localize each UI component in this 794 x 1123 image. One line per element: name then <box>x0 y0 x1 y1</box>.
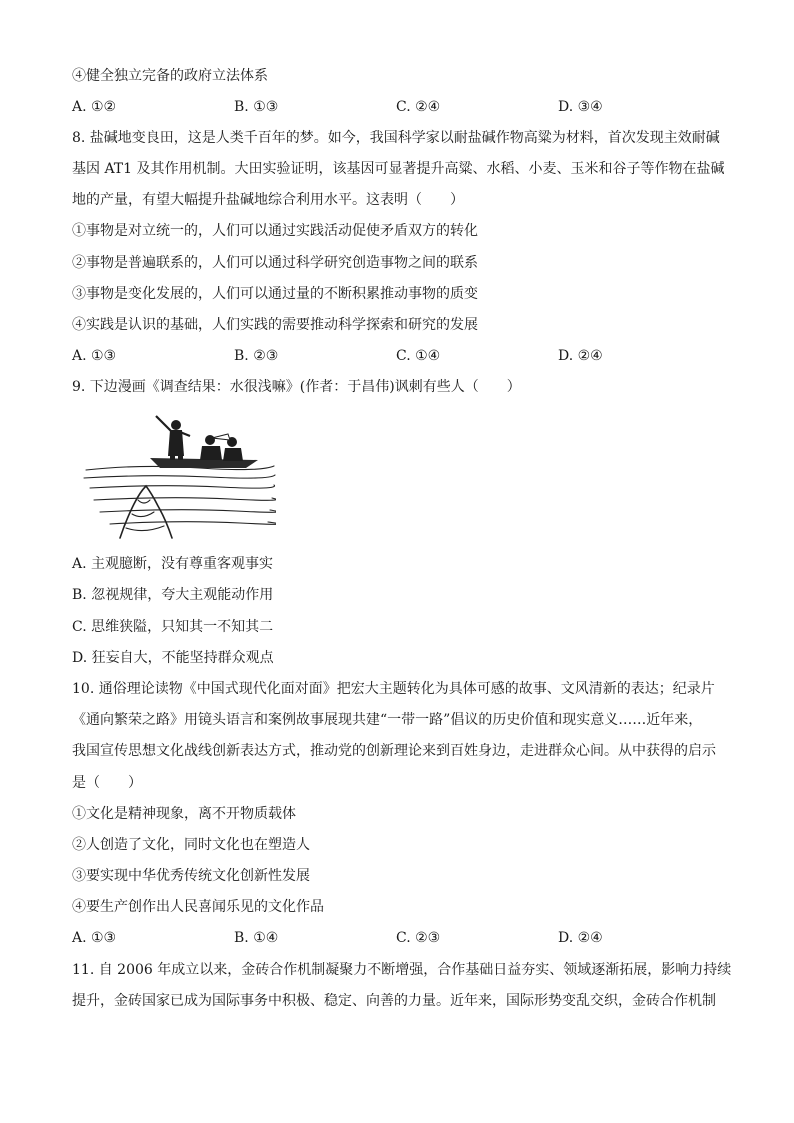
q8-stem-line-1: 8. 盐碱地变良田，这是人类千百年的梦。如今，我国科学家以耐盐碱作物高粱为材料，首次发现主效耐碱 <box>72 130 720 146</box>
q10-stem-line-3: 我国宣传思想文化战线创新表达方式，推动党的创新理论来到百姓身边，走进群众心间。从中获得的启示 <box>72 743 716 759</box>
q7-option-b[interactable]: B. ①③ <box>234 99 279 115</box>
q10-item-3: ③要实现中华优秀传统文化创新性发展 <box>72 868 310 884</box>
q9-option-b[interactable]: B. 忽视规律，夸大主观能动作用 <box>72 587 274 603</box>
q7-option-c[interactable]: C. ②④ <box>396 99 441 115</box>
q9-option-d[interactable]: D. 狂妄自大，不能坚持群众观点 <box>72 650 274 666</box>
q8-option-a[interactable]: A. ①③ <box>72 348 117 364</box>
q8-stem-line-2: 基因 AT1 及其作用机制。大田实验证明，该基因可显著提升高粱、水稻、小麦、玉米和谷子等作物在盐碱 <box>72 161 725 177</box>
q9-option-c[interactable]: C. 思维狭隘，只知其一不知其二 <box>72 619 274 635</box>
q11-stem-line-1: 11. 自 2006 年成立以来，金砖合作机制凝聚力不断增强，合作基础日益夯实、领域逐渐拓展，影响力持续 <box>72 962 732 978</box>
q8-option-d[interactable]: D. ②④ <box>558 348 603 364</box>
q10-option-a[interactable]: A. ①③ <box>72 930 117 946</box>
q8-option-b[interactable]: B. ②③ <box>234 348 279 364</box>
q10-option-d[interactable]: D. ②④ <box>558 930 603 946</box>
q9-stem: 9. 下边漫画《调查结果：水很浅嘛》(作者：于昌伟)讽刺有些人（ ） <box>72 379 521 395</box>
q10-options <box>72 928 732 948</box>
q10-stem-line-4: 是（ ） <box>72 775 142 791</box>
q8-options <box>72 346 732 366</box>
q8-option-c[interactable]: C. ①④ <box>396 348 441 364</box>
q10-option-c[interactable]: C. ②③ <box>396 930 441 946</box>
q10-item-4: ④要生产创作出人民喜闻乐见的文化作品 <box>72 899 324 915</box>
q8-item-4: ④实践是认识的基础，人们实践的需要推动科学探索和研究的发展 <box>72 317 478 333</box>
q7-options <box>72 97 732 117</box>
q7-option-d[interactable]: D. ③④ <box>558 99 603 115</box>
q8-item-2: ②事物是普遍联系的，人们可以通过科学研究创造事物之间的联系 <box>72 255 478 271</box>
q10-stem-line-2: 《通向繁荣之路》用镜头语言和案例故事展现共建“一带一路”倡议的历史价值和现实意义……近年来， <box>72 712 703 728</box>
q8-item-3: ③事物是变化发展的，人们可以通过量的不断积累推动事物的质变 <box>72 286 478 302</box>
q10-item-1: ①文化是精神现象，离不开物质载体 <box>72 806 296 822</box>
q10-option-b[interactable]: B. ①④ <box>234 930 279 946</box>
q8-item-1: ①事物是对立统一的，人们可以通过实践活动促使矛盾双方的转化 <box>72 223 478 239</box>
q8-stem-line-3: 地的产量，有望大幅提升盐碱地综合利用水平。这表明（ ） <box>72 192 464 208</box>
q7-option-a[interactable]: A. ①② <box>72 99 117 115</box>
q7-item-4: ④健全独立完备的政府立法体系 <box>72 68 268 84</box>
q10-stem-line-1: 10. 通俗理论读物《中国式现代化面对面》把宏大主题转化为具体可感的故事、文风清新的表达；纪录片 <box>72 681 715 697</box>
q11-stem-line-2: 提升，金砖国家已成为国际事务中积极、稳定、向善的力量。近年来，国际形势变乱交织，金砖合作机制 <box>72 993 716 1009</box>
cartoon-image <box>80 408 276 540</box>
q9-option-a[interactable]: A. 主观臆断，没有尊重客观事实 <box>72 556 274 572</box>
q10-item-2: ②人创造了文化，同时文化也在塑造人 <box>72 837 310 853</box>
